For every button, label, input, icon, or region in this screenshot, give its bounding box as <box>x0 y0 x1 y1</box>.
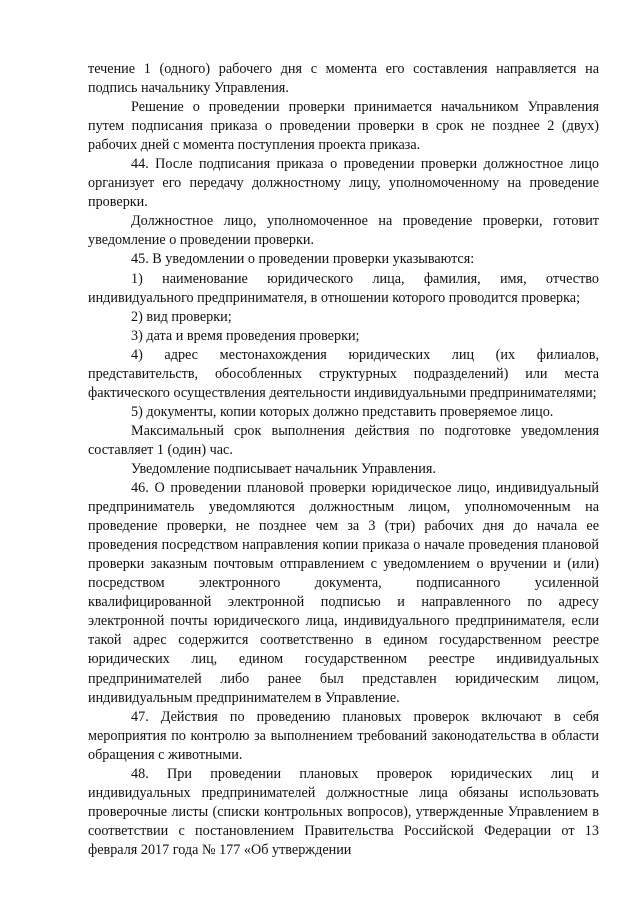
paragraph-decision: Решение о проведении проверки принимается начальником Управления путем подписания приказа о проведении проверки в срок не позднее 2 (двух) рабочих дней с момента поступления проекта приказа. <box>88 99 599 154</box>
list-item-4: 4) адрес местонахождения юридических лиц (их филиалов, представительств, обособленных структурных подразделений) или места фактического осуществления деятельности индивидуальными предпринимателями; <box>88 346 599 401</box>
list-item-2: 2) вид проверки; <box>131 308 232 325</box>
paragraph-notice-prep: Должностное лицо, уполномоченное на проведение проверки, готовит уведомление о проведении проверки. <box>88 213 599 249</box>
paragraph-44: 44. После подписания приказа о проведении проверки должностное лицо организует его передачу должностному лицу, уполномоченному на проведение проверки. <box>88 156 599 211</box>
paragraph-46: 46. О проведении плановой проверки юридическое лицо, индивидуальный предприниматель уведомляются должностным лицом, уполномоченным на проведение проверки, не позднее чем за 3 (три) рабочих дня до начала ее проведения посредством направления копии приказа о начале проведения плановой проверки заказным почтовым отправлением с уведомлением о вручении и (или) посредством электронного документа, подписанного усиленной квалифицированной электронной подписью и направленного по адресу электронной почты юридического лица, индивидуального предпринимателя, если такой адрес содержится соответственно в едином государственном реестре юридических лиц, едином государственном реестре индивидуальных предпринимателей либо ранее был представлен юридическим лицом, индивидуальным предпринимателем в Управление. <box>88 480 599 706</box>
list-item-1: 1) наименование юридического лица, фамилия, имя, отчество индивидуального предпринимателя, в отношении которого проводится проверка; <box>88 270 599 306</box>
paragraph-45: 45. В уведомлении о проведении проверки указываются: <box>131 251 475 268</box>
paragraph-continuation: течение 1 (одного) рабочего дня с момента его составления направляется на подпись начальнику Управления. <box>88 61 599 97</box>
list-item-5: 5) документы, копии которых должно представить проверяемое лицо. <box>131 403 554 420</box>
paragraph-48: 48. При проведении плановых проверок юридических лиц и индивидуальных предпринимателей должностные лица обязаны использовать проверочные листы (списки контрольных вопросов), утвержденные Управлением в соответствии с постановлением Правительства Российской Федерации от 13 февраля 2017 года № 177 «Об утверждении <box>88 765 599 858</box>
list-item-3: 3) дата и время проведения проверки; <box>131 327 360 344</box>
document-page <box>88 60 599 860</box>
paragraph-47: 47. Действия по проведению плановых проверок включают в себя мероприятия по контролю за выполнением требований законодательства в области обращения с животными. <box>88 708 599 763</box>
paragraph-signature: Уведомление подписывает начальник Управления. <box>131 460 436 477</box>
paragraph-max-time: Максимальный срок выполнения действия по подготовке уведомления составляет 1 (один) час. <box>88 422 599 458</box>
